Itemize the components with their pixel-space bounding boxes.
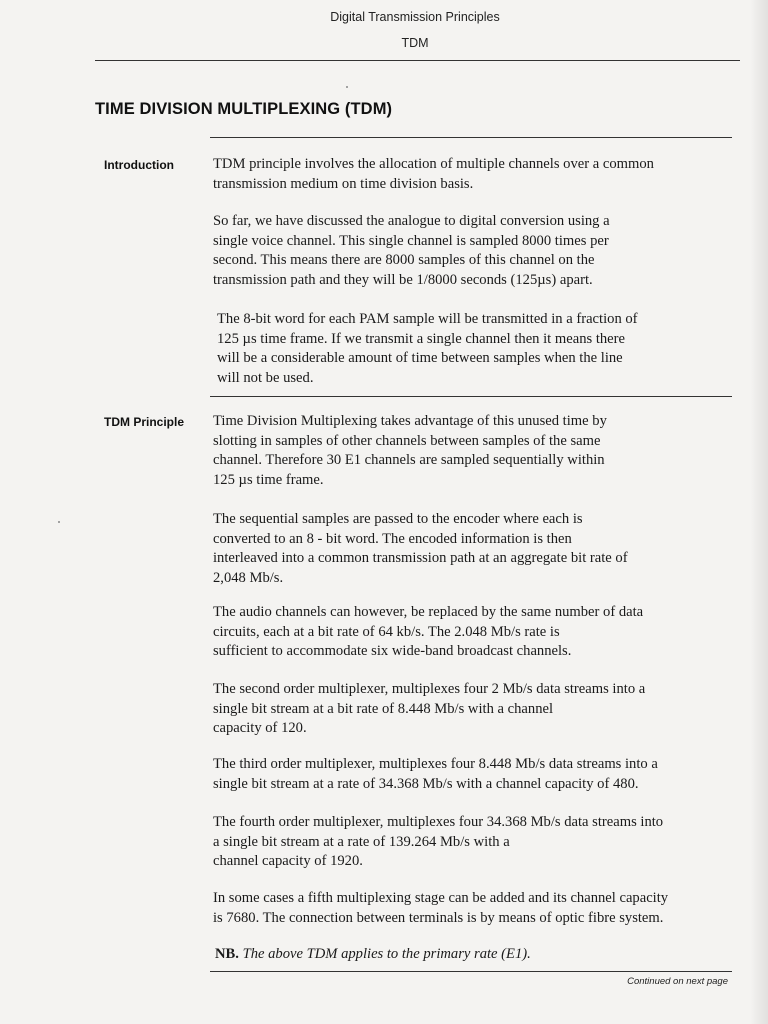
tdm-paragraph-3: The audio channels can however, be replaced by the same number of data circuits, each at a bit rate of 64 kb/s. The 2.048 Mb/s rate is sufficient to accommodate six wide-band broadcast channels. [213,604,644,659]
nb-text: The above TDM applies to the primary rate (E1). [242,946,531,962]
footer-rule [210,971,732,972]
intro-paragraph-2: So far, we have discussed the analogue to digital conversion using a single voice channel. This single channel is sampled 8000 times per second. This means there are 8000 samples of this channel on the transmission path and they will be 1/8000 seconds (125µs) apart. [213,213,610,288]
tdm-paragraph-1: Time Division Multiplexing takes advantage of this unused time by slotting in samples of other channels between samples of the same channel. Therefore 30 E1 channels are sampled sequentially within 125 µs time frame. [213,413,607,488]
page-edge-shadow [750,0,768,1024]
running-header-title: Digital Transmission Principles [330,10,500,24]
title-rule [210,137,732,138]
tdm-paragraph-7: In some cases a fifth multiplexing stage can be added and its channel capacity is 7680. The connection between terminals is by means of optic fibre system. [213,890,669,926]
intro-paragraph-1: TDM principle involves the allocation of multiple channels over a common transmission medium on time division basis. [213,156,654,192]
nb-note [215,945,531,965]
section-label-tdm-principle: TDM Principle [104,415,185,429]
scan-speck [58,521,60,523]
intro-paragraph-3: The 8-bit word for each PAM sample will be transmitted in a fraction of 125 µs time frame. If we transmit a single channel then it means there will be a considerable amount of time between samples when the line will not be used. [217,311,638,386]
tdm-paragraph-2: The sequential samples are passed to the encoder where each is converted to an 8 - bit word. The encoded information is then interleaved into a common transmission path at an aggregate bit rate of 2,048 Mb/s. [213,511,628,586]
section-rule [210,396,732,397]
page-title: TIME DIVISION MULTIPLEXING (TDM) [95,100,393,118]
tdm-paragraph-6: The fourth order multiplexer, multiplexes four 34.368 Mb/s data streams into a single bit stream at a rate of 139.264 Mb/s with a channel capacity of 1920. [213,814,664,869]
continued-note: Continued on next page [627,976,728,987]
scan-speck [346,86,348,88]
section-label-introduction: Introduction [104,158,174,172]
running-header-section: TDM [401,36,429,50]
tdm-paragraph-5: The third order multiplexer, multiplexes four 8.448 Mb/s data streams into a single bit stream at a rate of 34.368 Mb/s with a channel capacity of 480. [213,756,658,792]
tdm-paragraph-4: The second order multiplexer, multiplexes four 2 Mb/s data streams into a single bit stream at a bit rate of 8.448 Mb/s with a channel capacity of 120. [213,681,646,736]
header-rule [95,60,740,61]
nb-prefix: NB. [215,946,239,962]
